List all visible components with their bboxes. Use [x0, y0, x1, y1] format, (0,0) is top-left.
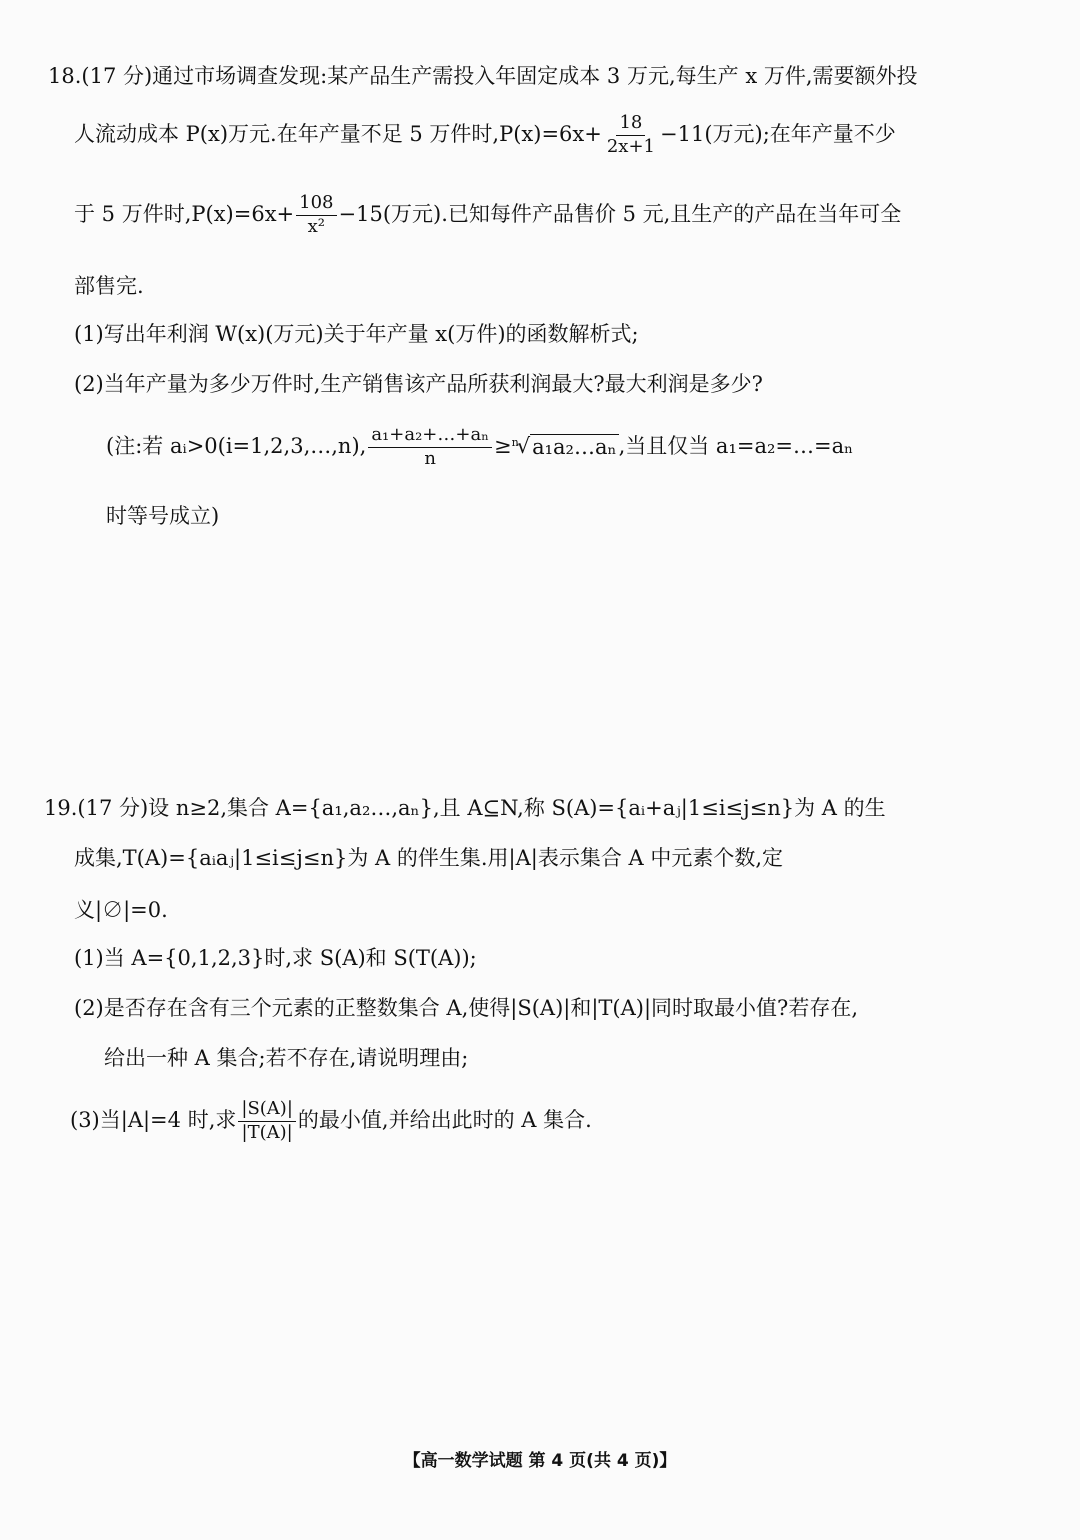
fraction-denominator: 2x+1 — [606, 135, 655, 157]
q18-fraction-108-over-x2 — [296, 192, 336, 238]
q19-part-2-a: (2)是否存在含有三个元素的正整数集合 A,使得|S(A)|和|T(A)|同时取最小值?若存在, — [74, 996, 858, 1020]
q18-line-4: 部售完. — [74, 274, 144, 298]
q18-note-end: 时等号成立) — [106, 504, 220, 528]
fraction-numerator: |S(A)| — [238, 1098, 296, 1122]
q19-part-2-b: 给出一种 A 集合;若不存在,请说明理由; — [104, 1046, 469, 1070]
q18-note-pre: (注:若 aᵢ>0(i=1,2,3,…,n), — [106, 434, 367, 459]
q19-line-2: 成集,T(A)={aᵢaⱼ|1≤i≤j≤n}为 A 的伴生集.用|A|表示集合 A 中元素个数,定 — [74, 846, 784, 870]
q18-line-1: 18.(17 分)通过市场调查发现:某产品生产需投入年固定成本 3 万元,每生产 x 万件,需要额外投 — [48, 64, 918, 88]
q18-line-2-pre: 人流动成本 P(x)万元.在年产量不足 5 万件时,P(x)=6x+ — [74, 122, 602, 147]
q18-note-root-index: n — [511, 436, 519, 450]
fraction-denominator: n — [424, 447, 436, 469]
q18-line-3 — [74, 192, 901, 238]
q18-part-2: (2)当年产量为多少万件时,生产销售该产品所获利润最大?最大利润是多少? — [74, 372, 763, 396]
fraction-numerator: a₁+a₂+…+aₙ — [368, 424, 492, 448]
q18-line-2 — [74, 112, 896, 158]
q19-ratio-fraction — [238, 1098, 296, 1144]
q18-note — [106, 424, 853, 470]
fraction-denominator: |T(A)| — [241, 1121, 293, 1143]
radical-sign-icon: √ — [516, 434, 531, 459]
q19-line-1: 19.(17 分)设 n≥2,集合 A={a₁,a₂…,aₙ},且 A⊆N,称 S(A)={aᵢ+aⱼ|1≤i≤j≤n}为 A 的生 — [44, 796, 886, 820]
q18-note-root-body: a₁a₂…aₙ — [532, 434, 617, 459]
fraction-denominator: x² — [307, 215, 326, 237]
q18-note-geq: ≥ — [494, 434, 512, 459]
page-footer: 【高一数学试题 第 4 页(共 4 页)】 — [403, 1451, 677, 1471]
q18-line-3-post: −15(万元).已知每件产品售价 5 元,且生产的产品在当年可全 — [338, 202, 902, 227]
q19-part-3-pre: (3)当|A|=4 时,求 — [70, 1108, 237, 1133]
fraction-numerator: 18 — [616, 112, 645, 136]
q19-part-1: (1)当 A={0,1,2,3}时,求 S(A)和 S(T(A)); — [74, 946, 477, 970]
q18-note-mean-fraction — [368, 424, 492, 470]
q18-line-2-post: −11(万元);在年产量不少 — [660, 122, 896, 147]
q18-note-post: ,当且仅当 a₁=a₂=…=aₙ — [618, 434, 854, 459]
q18-fraction-18-over-2x1 — [604, 112, 658, 158]
q18-line-3-pre: 于 5 万件时,P(x)=6x+ — [74, 202, 295, 227]
q18-part-1: (1)写出年利润 W(x)(万元)关于年产量 x(万件)的函数解析式; — [74, 322, 639, 346]
q19-part-3 — [70, 1098, 592, 1144]
fraction-numerator: 108 — [296, 192, 336, 216]
q19-part-3-post: 的最小值,并给出此时的 A 集合. — [297, 1108, 592, 1133]
q19-line-3: 义|∅|=0. — [74, 898, 168, 922]
